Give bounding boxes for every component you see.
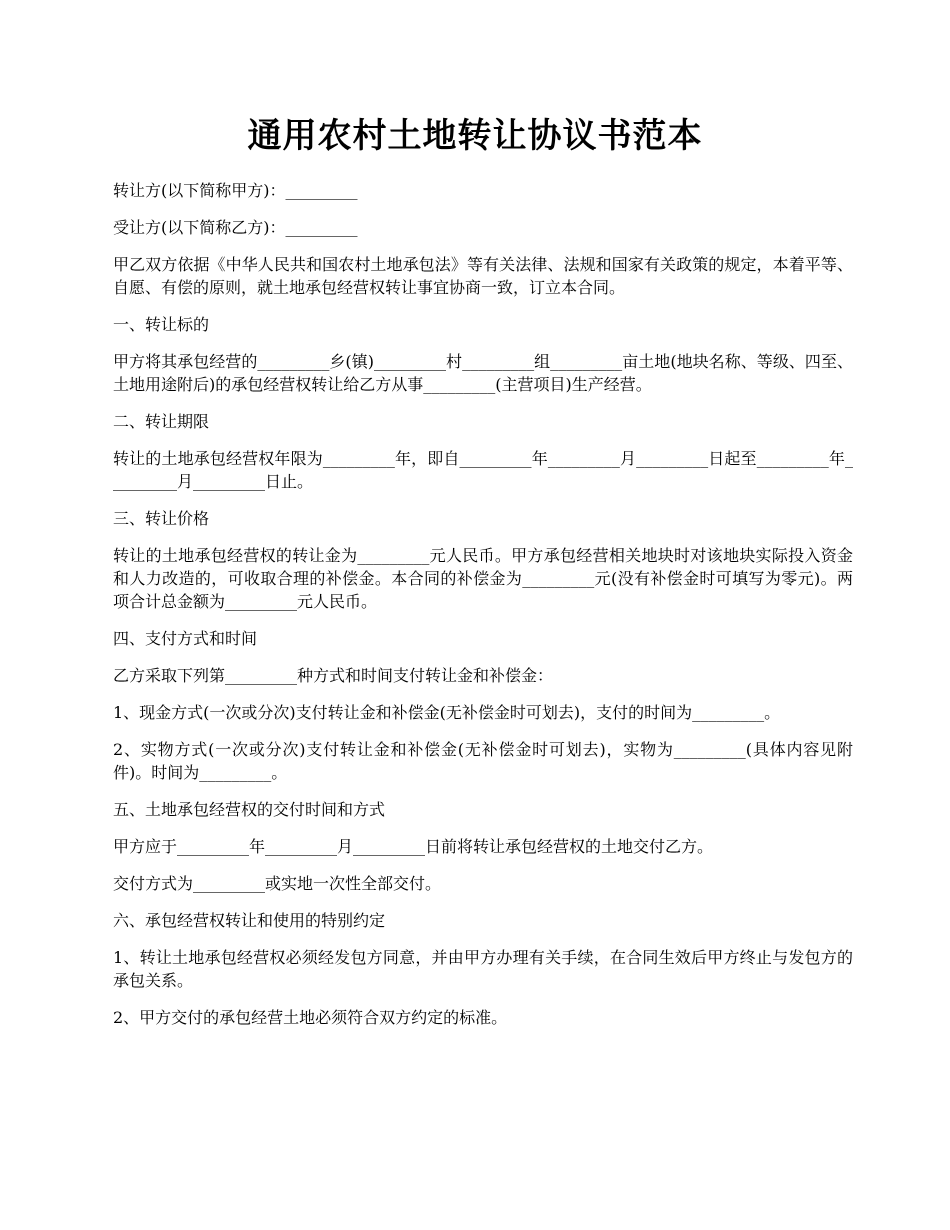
- page-title: 通用农村土地转让协议书范本: [247, 116, 703, 156]
- section-6-item-1: 1、转让土地承包经营权必须经发包方同意，并由甲方办理有关手续，在合同生效后甲方终止与发包方的承包关系。: [113, 948, 853, 990]
- section-2-paragraph: 转让的土地承包经营权年限为_________年，即自_________年_________月_________日起至_________年_________月_________日止。: [113, 449, 853, 491]
- transferor-line: 转让方(以下简称甲方)：_________: [113, 181, 358, 200]
- section-heading-6: 六、承包经营权转让和使用的特别约定: [113, 911, 386, 930]
- transferee-line: 受让方(以下简称乙方)：_________: [113, 218, 358, 237]
- section-4-paragraph: 乙方采取下列第_________种方式和时间支付转让金和补偿金：: [113, 666, 554, 685]
- document-body: [113, 179, 853, 1043]
- section-heading-4: 四、支付方式和时间: [113, 629, 258, 648]
- section-4-item-2: 2、实物方式(一次或分次)支付转让金和补偿金(无补偿金时可划去)，实物为_________(具体内容见附件)。时间为_________。: [113, 740, 853, 782]
- section-3-paragraph: 转让的土地承包经营权的转让金为_________元人民币。甲方承包经营相关地块时对该地块实际投入资金和人力改造的，可收取合理的补偿金。本合同的补偿金为_________元(没有补偿金时可填写为零元)。两项合计总金额为_________元人民币。: [113, 546, 853, 611]
- section-1-paragraph: 甲方将其承包经营的_________乡(镇)_________村_________组_________亩土地(地块名称、等级、四至、土地用途附后)的承包经营权转让给乙方从事_________(主营项目)生产经营。: [113, 352, 853, 394]
- section-heading-5: 五、土地承包经营权的交付时间和方式: [113, 800, 386, 819]
- section-6-item-2: 2、甲方交付的承包经营土地必须符合双方约定的标准。: [113, 1008, 508, 1027]
- section-5-paragraph: 甲方应于_________年_________月_________日前将转让承包经营权的土地交付乙方。: [113, 837, 714, 856]
- section-heading-2: 二、转让期限: [113, 412, 210, 431]
- section-5-delivery-method: 交付方式为_________或实地一次性全部交付。: [113, 874, 442, 893]
- section-heading-3: 三、转让价格: [113, 509, 210, 528]
- preamble-paragraph: 甲乙双方依据《中华人民共和国农村土地承包法》等有关法律、法规和国家有关政策的规定，本着平等、自愿、有偿的原则，就土地承包经营权转让事宜协商一致，订立本合同。: [113, 255, 853, 297]
- section-4-item-1: 1、现金方式(一次或分次)支付转让金和补偿金(无补偿金时可划去)，支付的时间为_________。: [113, 703, 781, 722]
- section-heading-1: 一、转让标的: [113, 315, 210, 334]
